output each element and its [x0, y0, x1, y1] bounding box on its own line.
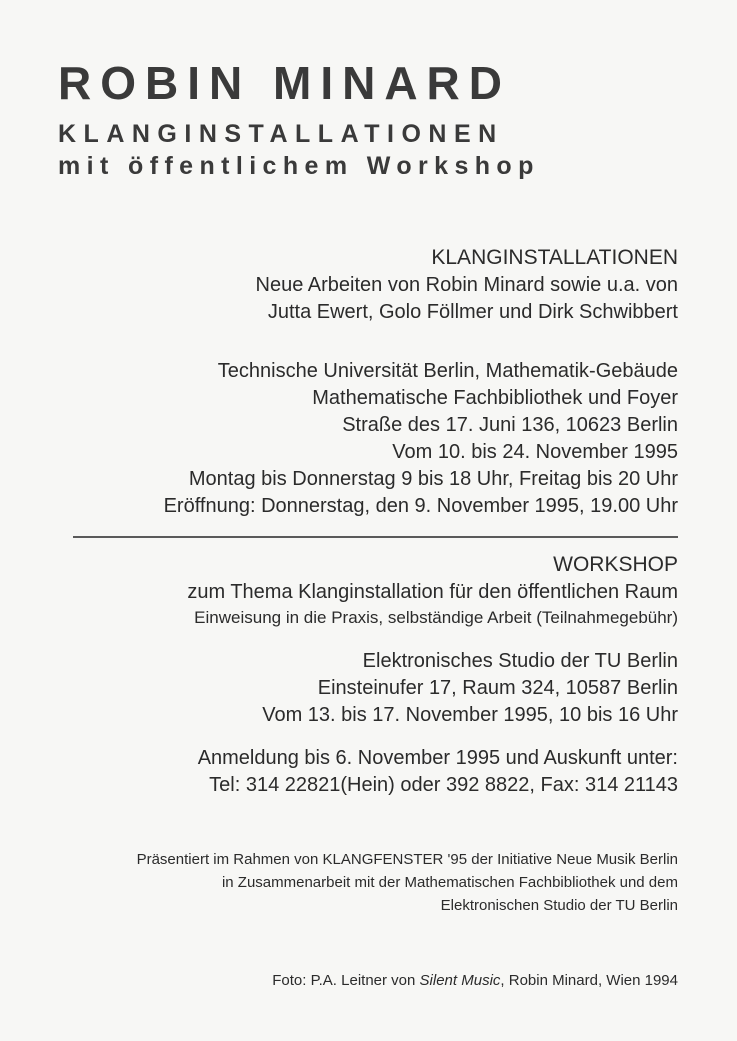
installations-venue-line2: Mathematische Fachbibliothek und Foyer — [312, 387, 678, 409]
workshop-topic: zum Thema Klanginstallation für den öffentlichen Raum — [187, 581, 678, 603]
artist-name: ROBIN MINARD — [58, 57, 511, 109]
photo-credit-prefix: Foto: P.A. Leitner von — [272, 972, 416, 989]
workshop-contact: Tel: 314 22821(Hein) oder 392 8822, Fax: 314 21143 — [209, 774, 678, 796]
photo-credit-suffix: , Robin Minard, Wien 1994 — [500, 972, 678, 989]
installations-venue-block — [164, 358, 678, 520]
section-divider — [73, 536, 678, 538]
installations-section — [256, 244, 678, 326]
workshop-address: Einsteinufer 17, Raum 324, 10587 Berlin — [317, 677, 678, 699]
installations-dates: Vom 10. bis 24. November 1995 — [392, 441, 678, 463]
workshop-venue-block — [262, 648, 678, 729]
installations-heading: KLANGINSTALLATIONEN — [431, 246, 678, 269]
installations-address: Straße des 17. Juni 136, 10623 Berlin — [342, 414, 678, 436]
installations-venue-line1: Technische Universität Berlin, Mathematik-Gebäude — [217, 360, 678, 382]
credits-line1: Präsentiert im Rahmen von KLANGFENSTER '95 der Initiative Neue Musik Berlin — [136, 851, 678, 868]
workshop-contact-block — [198, 745, 678, 799]
installations-opening: Eröffnung: Donnerstag, den 9. November 1995, 19.00 Uhr — [163, 495, 678, 517]
workshop-registration: Anmeldung bis 6. November 1995 und Auskunft unter: — [197, 747, 678, 769]
credits-line3: Elektronischen Studio der TU Berlin — [440, 897, 678, 914]
workshop-heading: WORKSHOP — [553, 553, 678, 576]
installations-artists-line2: Jutta Ewert, Golo Föllmer und Dirk Schwibbert — [267, 301, 678, 323]
workshop-section — [187, 551, 678, 630]
workshop-details: Einweisung in die Praxis, selbständige Arbeit (Teilnahmegebühr) — [194, 608, 678, 627]
credits-line2: in Zusammenarbeit mit der Mathematischen Fachbibliothek und dem — [221, 874, 678, 891]
photo-credit-work-title: Silent Music — [419, 972, 501, 989]
event-subtitle: KLANGINSTALLATIONEN — [58, 120, 504, 148]
installations-hours: Montag bis Donnerstag 9 bis 18 Uhr, Freitag bis 20 Uhr — [188, 468, 678, 490]
workshop-venue: Elektronisches Studio der TU Berlin — [362, 650, 678, 672]
credits-block — [137, 848, 678, 917]
event-tagline: mit öffentlichem Workshop — [58, 152, 540, 180]
workshop-dates: Vom 13. bis 17. November 1995, 10 bis 16 Uhr — [262, 704, 678, 726]
photo-credit — [272, 970, 678, 992]
installations-artists-line1: Neue Arbeiten von Robin Minard sowie u.a. von — [255, 274, 678, 296]
